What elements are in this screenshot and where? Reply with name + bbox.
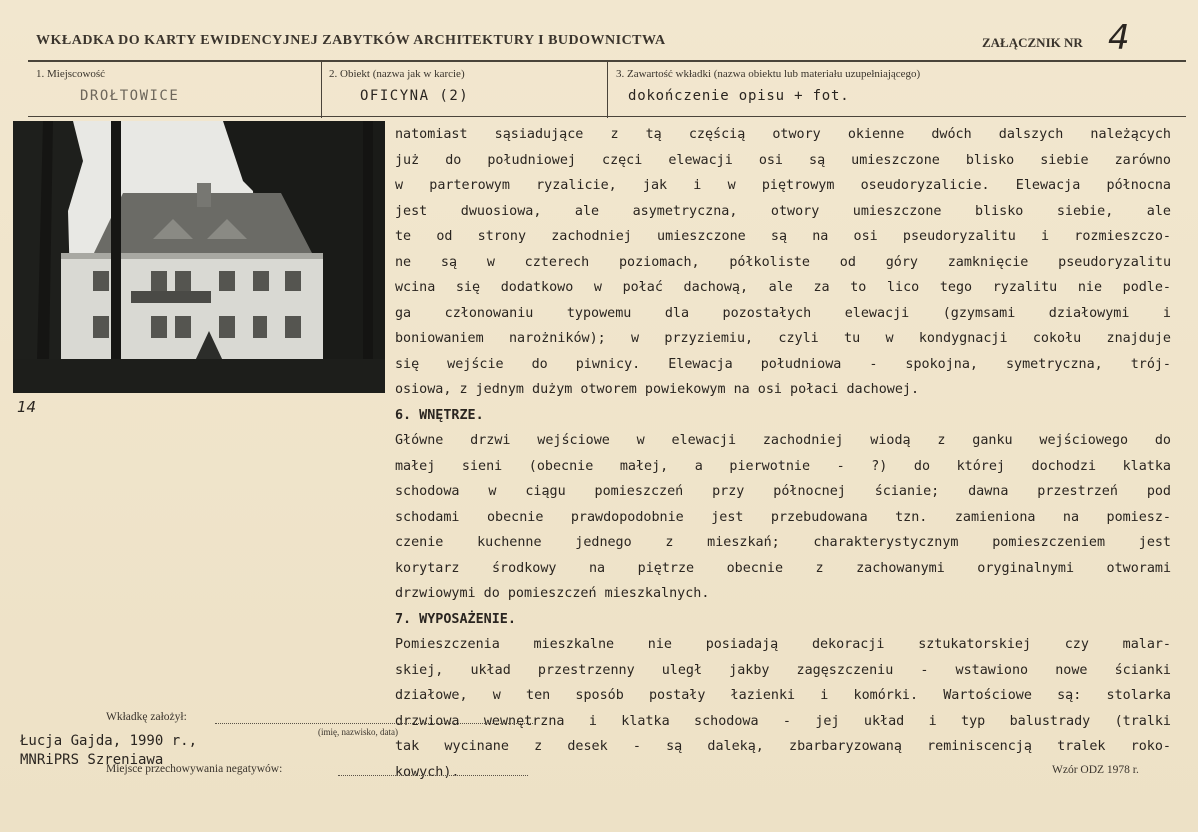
text-line: tak wycinane z desek - są daleką, zbarbaryzowaną reminiscencją tralek roko- — [395, 739, 1171, 754]
text-line: w parterowym ryzalicie, jak i w piętrowym oseudoryzalicie. Elewacja północna — [395, 178, 1171, 193]
object-label: 2. Obiekt (nazwa jak w karcie) — [329, 68, 465, 80]
content-label: 3. Zawartość wkładki (nazwa obiektu lub materiału uzupełniającego) — [616, 68, 921, 80]
text-line: już do południowej częci elewacji osi są umieszczone blisko siebie zarówno — [395, 152, 1171, 168]
object-value: OFICYNA (2) — [360, 88, 470, 104]
content-value: dokończenie opisu + fot. — [628, 88, 850, 104]
section-7-heading: 7. WYPOSAŻENIE. — [395, 611, 516, 627]
text-line: jest dwuosiowa, ale asymetryczna, otwory umieszczone blisko siebie, ale — [395, 203, 1171, 219]
annex-number: 4 — [1108, 18, 1130, 58]
text-line: się wejście do piwnicy. Elewacja południowa - spokojna, symetryczna, trój- — [395, 356, 1171, 372]
text-line: Główne drzwi wejściowe w elewacji zachodniej wiodą z ganku wejściowego do — [395, 433, 1171, 448]
text-line: czenie kuchenne jednego z mieszkań; charakterystycznym pomieszczeniem jest — [395, 535, 1171, 550]
text-line: ne są w czterech poziomach, półkoliste od góry zamknięcie pseudoryzalitu — [395, 254, 1171, 270]
text-line: te od strony zachodniej umieszczone są na osi pseudoryzalitu i rozmieszczo- — [395, 229, 1171, 244]
text-line: kowych). — [395, 764, 460, 780]
created-by-label: Wkładkę założył: — [106, 711, 187, 723]
field-divider-1 — [321, 62, 322, 118]
text-line: skiej, układ przestrzenny uległ jakby zagęszczeniu - wstawiono nowe ścianki — [395, 662, 1171, 678]
text-line: boniowaniem narożników); w przyziemiu, czyli tu w kondygnacji cokołu znajduje — [395, 331, 1171, 346]
text-line: osiowa, z jednym dużym otworem powiekowym na osi połaci dachowej. — [395, 382, 920, 397]
section-6-heading: 6. WNĘTRZE. — [395, 407, 484, 423]
description-text — [395, 122, 1171, 785]
name-date-note: (imię, nazwisko, data) — [318, 727, 398, 737]
negatives-dots — [338, 774, 528, 776]
photo-number: 14 — [17, 398, 37, 416]
text-line: działowe, w ten sposób postały łazienki i komórki. Wartościowe są: stolarka — [395, 688, 1171, 703]
text-line: wcina się dodatkowo w połać dachową, ale za to lico tego ryzalitu nie podle- — [395, 280, 1171, 295]
text-line: schodami obecnie prawdopodobnie jest przebudowana tzn. zamieniona na pomiesz- — [395, 509, 1171, 525]
locality-value: DROŁTOWICE — [80, 88, 180, 104]
text-line: małej sieni (obecnie małej, a pierwotnie - ?) do której dochodzi klatka — [395, 458, 1171, 474]
text-line: Pomieszczenia mieszkalne nie posiadają dekoracji sztukatorskiej czy malar- — [395, 637, 1171, 652]
author-line-2: MNRiPRS Szreniawa — [20, 752, 164, 768]
text-line: natomiast sąsiadujące z tą częścią otwory okienne dwóch dalszych należących — [395, 127, 1171, 142]
form-reference: Wzór ODZ 1978 r. — [1052, 764, 1139, 776]
annex-label: ZAŁĄCZNIK NR — [982, 35, 1083, 50]
card-title: WKŁADKA DO KARTY EWIDENCYJNEJ ZABYTKÓW ARCHITEKTURY I BUDOWNICTWA — [36, 33, 666, 48]
text-line: drzwiowa wewnętrzna i klatka schodowa - jej układ i typ balustrady (tralki — [395, 713, 1171, 729]
text-line: korytarz środkowy na piętrze obecnie z zachowanymi oryginalnymi otworami — [395, 560, 1171, 576]
text-line: schodowa w ciągu pomieszczeń przy północnej ścianie; dawna przestrzeń pod — [395, 484, 1171, 499]
author-line-1: Łucja Gajda, 1990 r., — [20, 733, 198, 749]
building-photo-image — [13, 121, 385, 393]
negatives-label: Miejsce przechowywania negatywów: — [106, 763, 283, 775]
field-divider-2 — [607, 62, 608, 118]
locality-label: 1. Miejscowość — [36, 68, 106, 80]
building-photo — [13, 121, 385, 393]
text-line: drzwiowymi do pomieszczeń mieszkalnych. — [395, 586, 710, 601]
created-by-dots — [215, 722, 533, 724]
text-line: ga członowaniu typowemu dla pozostałych elewacji (gzymsami działowymi i — [395, 305, 1171, 321]
